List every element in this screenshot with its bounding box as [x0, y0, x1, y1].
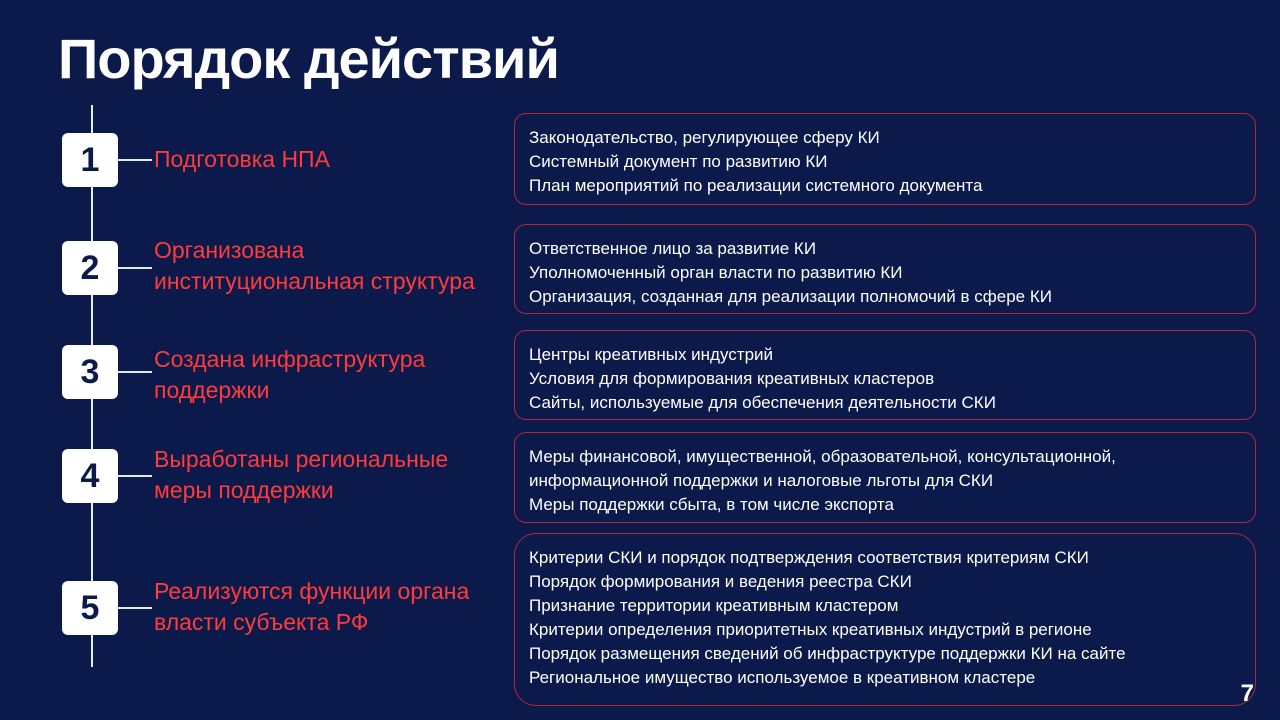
step-number-4: 4: [62, 449, 118, 503]
panel-item: Порядок размещения сведений об инфраструктуре поддержки КИ на сайте: [529, 644, 1126, 663]
panel-item: Организация, созданная для реализации полномочий в сфере КИ: [529, 287, 1052, 306]
page-number: 7: [1240, 680, 1254, 707]
step-connector-4: [118, 475, 152, 477]
step-number-3: 3: [62, 345, 118, 399]
panel-item: Критерии определения приоритетных креативных индустрий в регионе: [529, 620, 1092, 639]
panel-item: Уполномоченный орган власти по развитию КИ: [529, 263, 903, 282]
slide-title: Порядок действий: [58, 27, 559, 90]
step-title-1: Подготовка НПА: [154, 146, 330, 172]
panel-item: Порядок формирования и ведения реестра СКИ: [529, 572, 912, 591]
step-panel-2: [514, 224, 1256, 314]
panel-item: План мероприятий по реализации системного документа: [529, 176, 983, 195]
step-title-2: Организована институциональная структура: [154, 237, 475, 294]
panel-item: информационной поддержки и налоговые льготы для СКИ: [529, 471, 994, 490]
step-title-4: Выработаны региональные меры поддержки: [154, 446, 449, 503]
panel-item: Признание территории креативным кластером: [529, 596, 899, 615]
step-number-2: 2: [62, 241, 118, 295]
step-connector-3: [118, 371, 152, 373]
panel-item: Меры финансовой, имущественной, образовательной, консультационной,: [529, 447, 1116, 466]
panel-item: Законодательство, регулирующее сферу КИ: [529, 128, 880, 147]
step-title-5: Реализуются функции органа власти субъекта РФ: [154, 578, 470, 635]
step-panel-5: [514, 533, 1256, 706]
panel-item: Системный документ по развитию КИ: [529, 152, 828, 171]
step-connector-5: [118, 607, 152, 609]
step-number-1: 1: [62, 133, 118, 187]
panel-item: Критерии СКИ и порядок подтверждения соответствия критериям СКИ: [529, 548, 1089, 567]
panel-item: Условия для формирования креативных кластеров: [529, 369, 935, 388]
panel-item: Меры поддержки сбыта, в том числе экспорта: [529, 495, 894, 514]
step-connector-1: [118, 159, 152, 161]
step-title-3: Создана инфраструктура поддержки: [154, 346, 426, 403]
step-connector-2: [118, 267, 152, 269]
step-panel-3: [514, 330, 1256, 420]
panel-item: Ответственное лицо за развитие КИ: [529, 239, 817, 258]
panel-item: Сайты, используемые для обеспечения деятельности СКИ: [529, 393, 996, 412]
step-panel-4: [514, 432, 1256, 523]
panel-item: Центры креативных индустрий: [529, 345, 774, 364]
panel-item: Региональное имущество используемое в креативном кластере: [529, 668, 1036, 687]
step-number-5: 5: [62, 581, 118, 635]
step-panel-1: [514, 113, 1256, 205]
